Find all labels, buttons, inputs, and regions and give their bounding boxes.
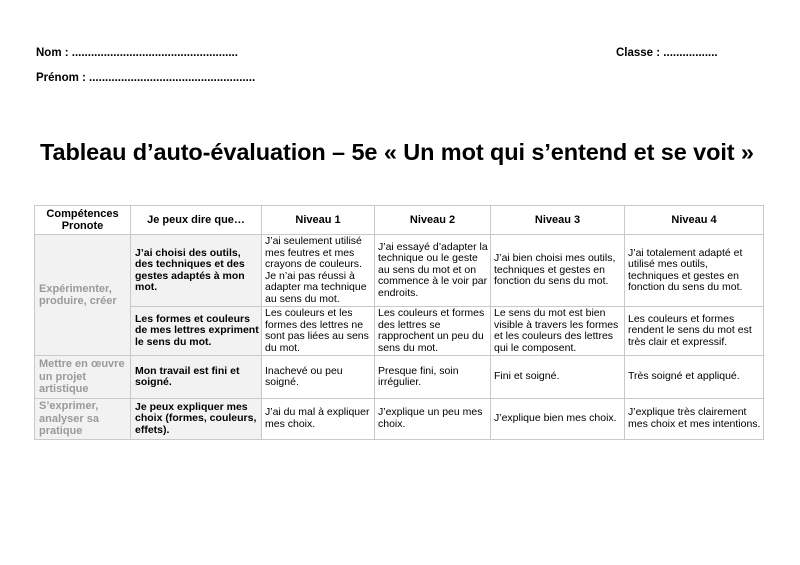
table-row bbox=[35, 307, 764, 356]
self-assessment-table bbox=[34, 205, 764, 440]
niveau-3-cell: Fini et soigné. bbox=[491, 356, 625, 399]
competence-mettre-en-oeuvre: Mettre en œuvre un projet artistique bbox=[35, 356, 131, 399]
niveau-3-cell: J’ai bien choisi mes outils, techniques et gestes en fonction du sens du mot. bbox=[491, 235, 625, 307]
niveau-4-cell: J’ai totalement adapté et utilisé mes outils, techniques et gestes en fonction du sens du mot. bbox=[625, 235, 764, 307]
peux-cell: J’ai choisi des outils, des techniques et des gestes adaptés à mon mot. bbox=[131, 235, 262, 307]
niveau-1-cell: Inachevé ou peu soigné. bbox=[262, 356, 375, 399]
table-header-row bbox=[35, 206, 764, 235]
niveau-2-cell: J’explique un peu mes choix. bbox=[375, 399, 491, 440]
table-row bbox=[35, 356, 764, 399]
header-niveau-3: Niveau 3 bbox=[491, 206, 625, 235]
niveau-2-cell: Presque fini, soin irrégulier. bbox=[375, 356, 491, 399]
header-je-peux: Je peux dire que… bbox=[131, 206, 262, 235]
table-row bbox=[35, 399, 764, 440]
competence-experimenter: Expérimenter, produire, créer bbox=[35, 235, 131, 356]
niveau-1-cell: J’ai seulement utilisé mes feutres et mes crayons de couleurs. Je n’ai pas réussi à adapter ma technique au sens du mot. bbox=[262, 235, 375, 307]
competence-s-exprimer: S’exprimer, analyser sa pratique bbox=[35, 399, 131, 440]
header-competences: Compétences Pronote bbox=[35, 206, 131, 235]
peux-cell: Je peux expliquer mes choix (formes, couleurs, effets). bbox=[131, 399, 262, 440]
table-row bbox=[35, 235, 764, 307]
niveau-2-cell: J’ai essayé d’adapter la technique ou le geste au sens du mot et on commence à le voir par endroits. bbox=[375, 235, 491, 307]
nom-field: Nom : .................................................... bbox=[36, 47, 238, 59]
niveau-1-cell: J’ai du mal à expliquer mes choix. bbox=[262, 399, 375, 440]
header-niveau-4: Niveau 4 bbox=[625, 206, 764, 235]
page-title: Tableau d’auto-évaluation – 5e « Un mot qui s’entend et se voit » bbox=[40, 139, 754, 165]
niveau-4-cell: Très soigné et appliqué. bbox=[625, 356, 764, 399]
peux-cell: Mon travail est fini et soigné. bbox=[131, 356, 262, 399]
classe-field: Classe : ................. bbox=[616, 47, 718, 59]
niveau-3-cell: Le sens du mot est bien visible à travers les formes et les couleurs des lettres qui le composent. bbox=[491, 307, 625, 356]
niveau-4-cell: J’explique très clairement mes choix et mes intentions. bbox=[625, 399, 764, 440]
niveau-4-cell: Les couleurs et formes rendent le sens du mot est très clair et expressif. bbox=[625, 307, 764, 356]
header-niveau-2: Niveau 2 bbox=[375, 206, 491, 235]
prenom-field: Prénom : .................................................... bbox=[36, 72, 256, 84]
niveau-1-cell: Les couleurs et les formes des lettres ne sont pas liées au sens du mot. bbox=[262, 307, 375, 356]
niveau-2-cell: Les couleurs et formes des lettres se rapprochent un peu du sens du mot. bbox=[375, 307, 491, 356]
niveau-3-cell: J’explique bien mes choix. bbox=[491, 399, 625, 440]
peux-cell: Les formes et couleurs de mes lettres expriment le sens du mot. bbox=[131, 307, 262, 356]
header-niveau-1: Niveau 1 bbox=[262, 206, 375, 235]
